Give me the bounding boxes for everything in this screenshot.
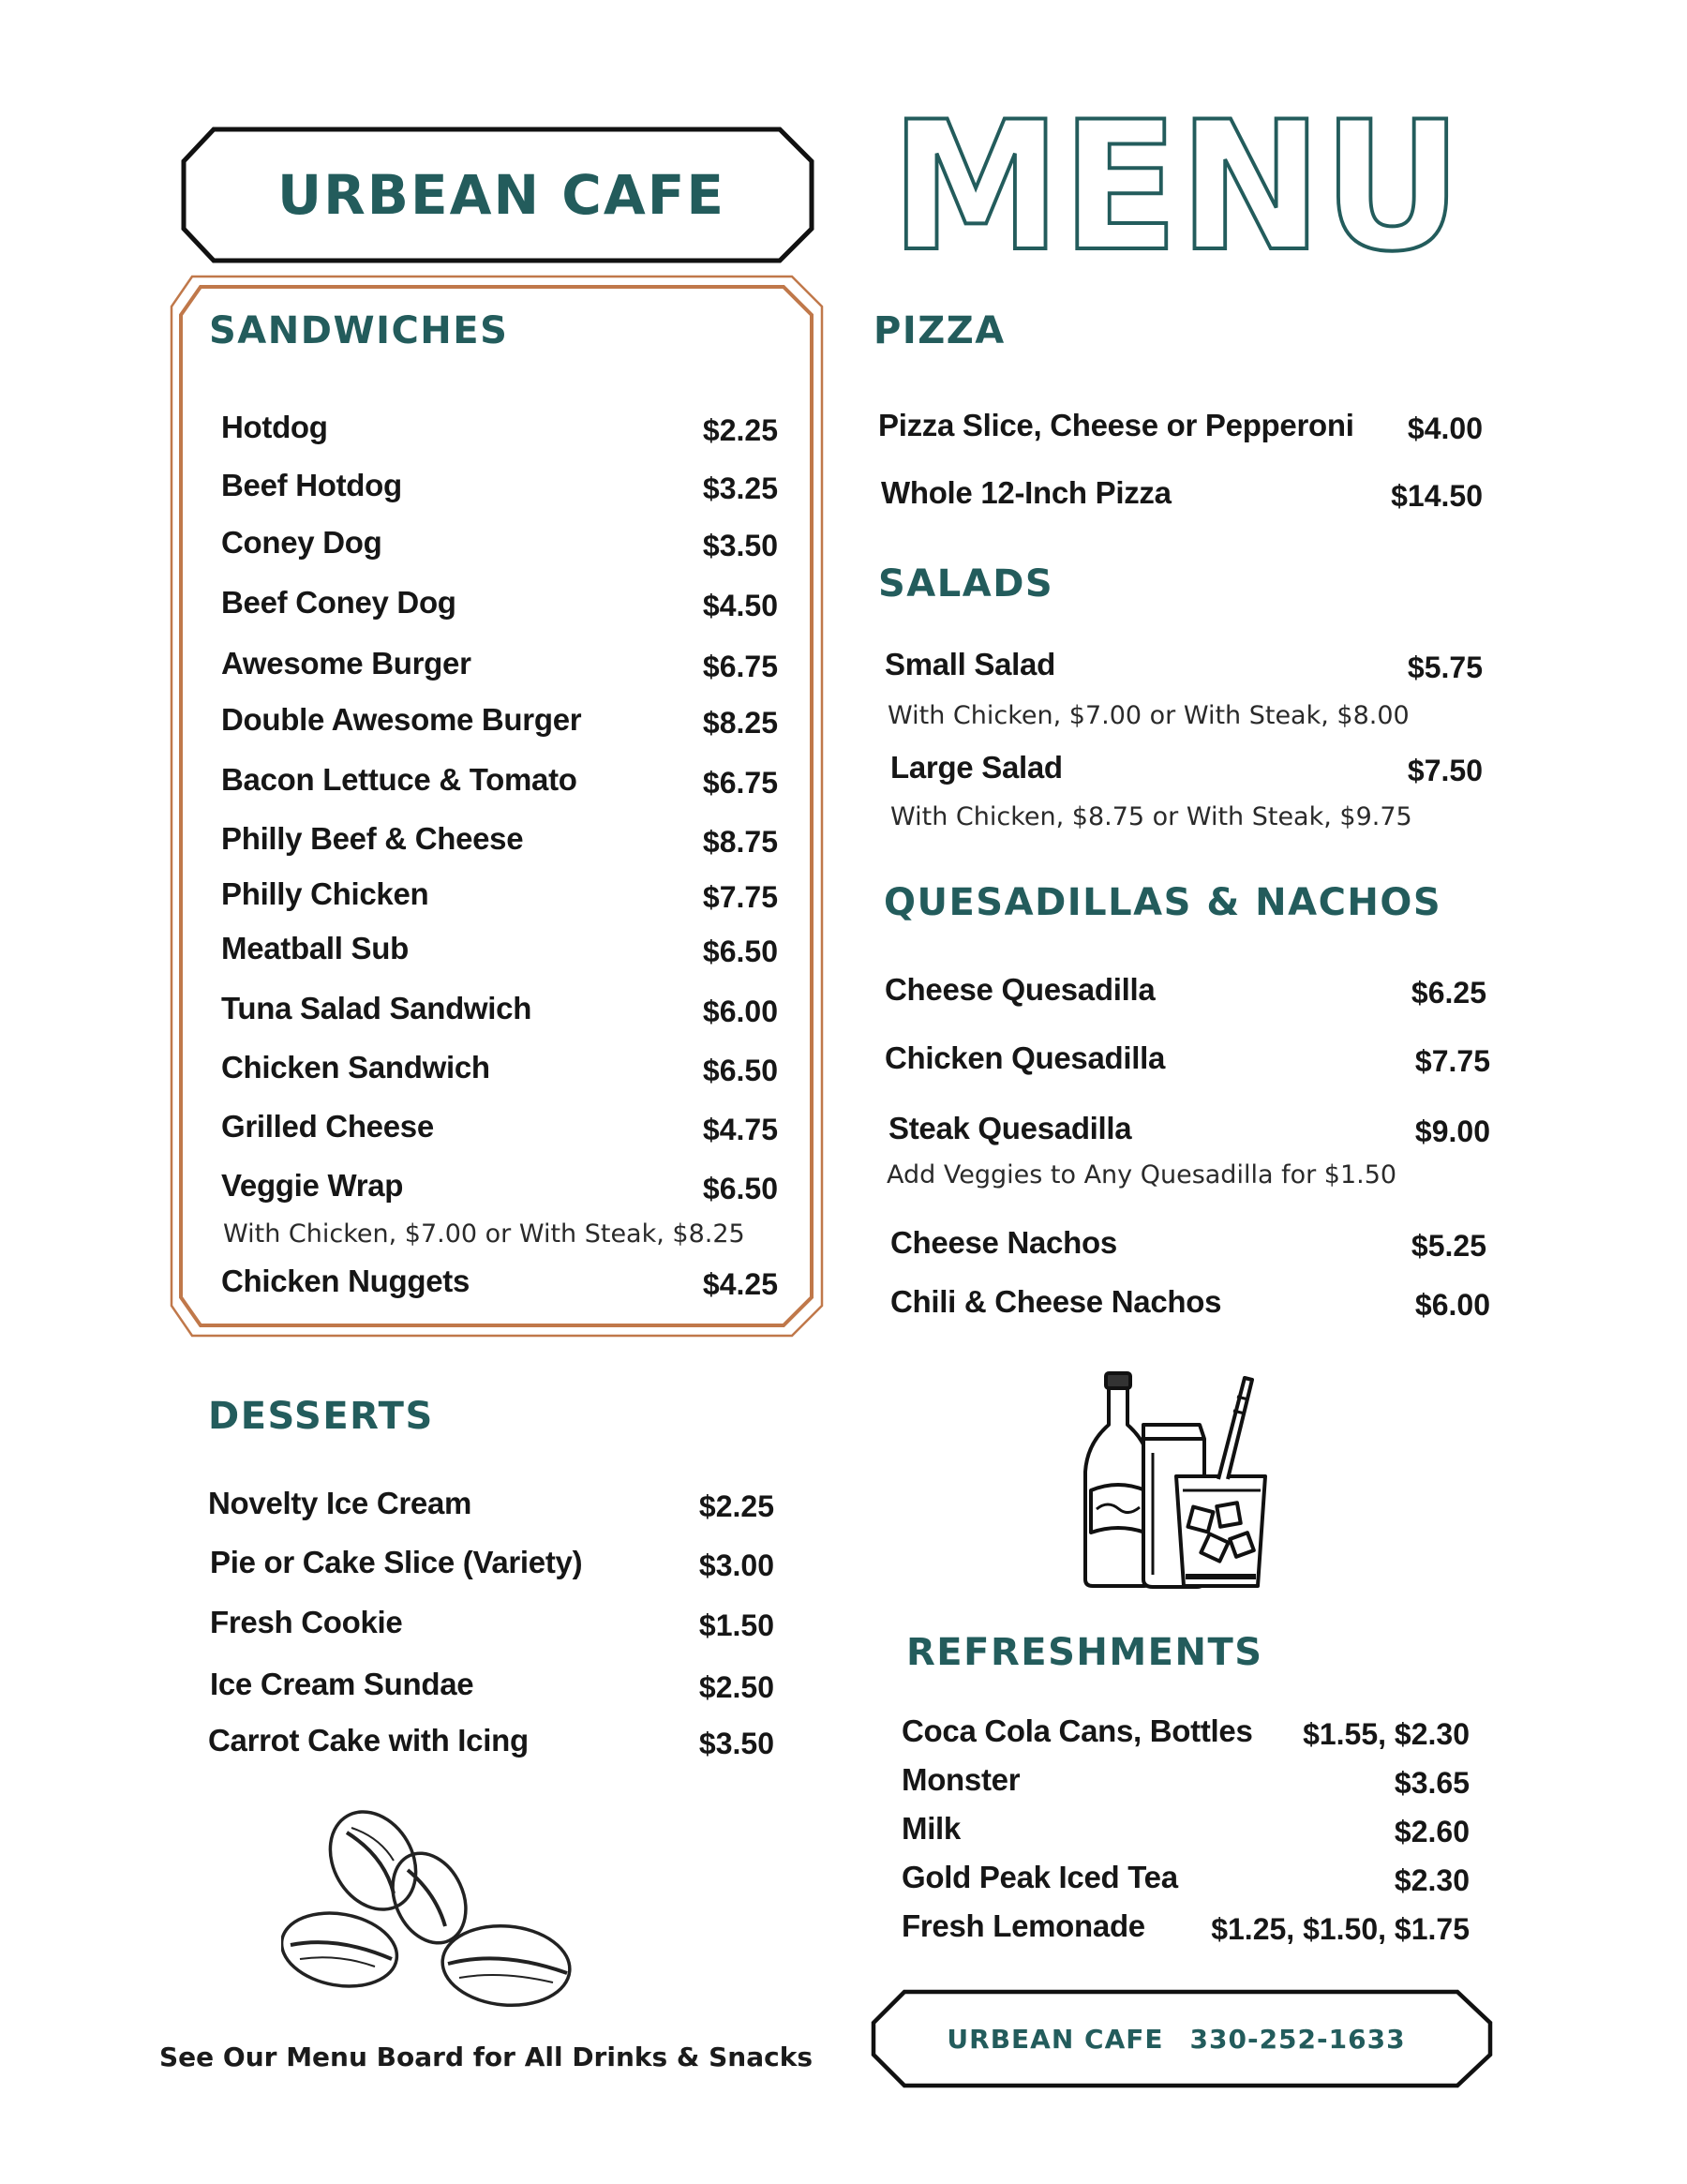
menu-item-name: Steak Quesadilla [888,1111,1132,1145]
menu-item-name: Ice Cream Sundae [210,1667,474,1701]
menu-item-price: $6.50 [702,1054,778,1087]
menu-item-price: $7.75 [702,880,778,914]
menu-item-name: Whole 12-Inch Pizza [881,475,1172,510]
menu-item-price: $3.65 [1394,1766,1470,1800]
menu-item-name: Veggie Wrap [221,1168,404,1203]
quesadillas-title: QUESADILLAS & NACHOS [884,881,1442,924]
menu-item-price: $1.25, $1.50, $1.75 [1211,1912,1470,1946]
menu-item-price: $3.50 [702,529,778,562]
desserts-title: DESSERTS [208,1395,434,1438]
menu-item-name: Pizza Slice, Cheese or Pepperoni [878,408,1354,442]
menu-heading-text: MENU [890,103,1462,262]
coffee-beans-illustration-icon [281,1804,581,2015]
menu-item-name: Chicken Quesadilla [885,1040,1166,1075]
menu-heading [886,103,1467,262]
menu-item-name: Beef Hotdog [221,468,402,502]
menu-item-price: $2.25 [698,1489,774,1523]
menu-item-name: Chili & Cheese Nachos [890,1284,1222,1319]
menu-item-price: $2.25 [702,413,778,447]
menu-item-name: Large Salad [890,750,1063,785]
salads-title: SALADS [878,562,1054,606]
menu-item-price: $14.50 [1391,479,1483,513]
menu-item-price: $9.00 [1414,1114,1490,1148]
menu-item-name: Pie or Cake Slice (Variety) [210,1545,583,1579]
menu-item-price: $5.75 [1407,651,1483,684]
menu-item-name: Monster [902,1762,1021,1797]
salad-addon-note: With Chicken, $8.75 or With Steak, $9.75 [890,802,1412,831]
menu-item-name: Grilled Cheese [221,1109,434,1144]
menu-item-name: Meatball Sub [221,931,409,965]
menu-item-price: $3.50 [698,1727,774,1760]
menu-item-price: $4.25 [702,1267,778,1301]
cafe-name-title: URBEAN CAFE [277,163,725,227]
menu-item-price: $4.75 [702,1113,778,1146]
menu-item-price: $6.00 [1414,1288,1490,1322]
menu-item-price: $1.50 [698,1608,774,1642]
menu-item-name: Chicken Sandwich [221,1050,490,1085]
menu-item-price: $2.50 [698,1670,774,1704]
menu-item-price: $6.50 [702,1172,778,1205]
menu-item-price: $6.25 [1411,976,1486,1010]
menu-item-name: Cheese Nachos [890,1225,1117,1260]
menu-item-price: $5.25 [1411,1229,1486,1263]
refreshments-title: REFRESHMENTS [906,1631,1263,1674]
menu-item-name: Chicken Nuggets [221,1264,470,1298]
menu-item-name: Milk [902,1811,961,1846]
menu-item-price: $6.00 [702,995,778,1028]
veggie-wrap-note: With Chicken, $7.00 or With Steak, $8.25 [223,1219,745,1249]
pizza-title: PIZZA [873,309,1006,352]
menu-item-price: $2.30 [1394,1863,1470,1897]
menu-item-name: Novelty Ice Cream [208,1486,472,1520]
drinks-illustration-icon [1078,1369,1284,1593]
menu-item-name: Fresh Lemonade [902,1908,1145,1943]
footer-contact-badge [876,1992,1476,2086]
menu-item-name: Bacon Lettuce & Tomato [221,762,577,797]
menu-item-name: Gold Peak Iced Tea [902,1860,1178,1894]
menu-item-price: $7.75 [1414,1044,1490,1078]
menu-item-price: $6.75 [702,650,778,683]
sandwiches-title: SANDWICHES [209,309,509,352]
menu-item-name: Fresh Cookie [210,1605,403,1639]
menu-item-name: Beef Coney Dog [221,585,456,620]
salad-addon-note: With Chicken, $7.00 or With Steak, $8.00 [888,701,1410,730]
menu-item-price: $8.75 [702,825,778,859]
drinks-snacks-note: See Our Menu Board for All Drinks & Snacks [159,2042,813,2072]
menu-item-name: Carrot Cake with Icing [208,1723,529,1758]
quesadilla-veggie-note: Add Veggies to Any Quesadilla for $1.50 [887,1160,1397,1189]
footer-cafe-name: URBEAN CAFE [947,2023,1164,2055]
menu-item-price: $6.75 [702,766,778,800]
menu-item-name: Philly Beef & Cheese [221,821,524,856]
menu-item-name: Small Salad [885,647,1055,681]
menu-item-name: Awesome Burger [221,646,471,681]
menu-item-price: $4.00 [1407,411,1483,445]
menu-item-name: Coney Dog [221,525,382,560]
menu-item-name: Tuna Salad Sandwich [221,991,532,1025]
menu-item-price: $3.00 [698,1548,774,1582]
menu-item-name: Philly Chicken [221,876,429,911]
menu-item-price: $2.60 [1394,1815,1470,1848]
menu-item-price: $4.50 [702,589,778,622]
menu-item-name: Coca Cola Cans, Bottles [902,1713,1253,1748]
menu-item-price: $1.55, $2.30 [1303,1717,1470,1751]
footer-phone: 330-252-1633 [1189,2023,1406,2055]
menu-item-name: Double Awesome Burger [221,702,582,737]
menu-item-price: $3.25 [702,471,778,505]
menu-item-price: $8.25 [702,706,778,740]
menu-item-name: Hotdog [221,410,328,444]
menu-item-name: Cheese Quesadilla [885,972,1156,1007]
menu-item-price: $7.50 [1407,754,1483,787]
menu-item-price: $6.50 [702,935,778,968]
